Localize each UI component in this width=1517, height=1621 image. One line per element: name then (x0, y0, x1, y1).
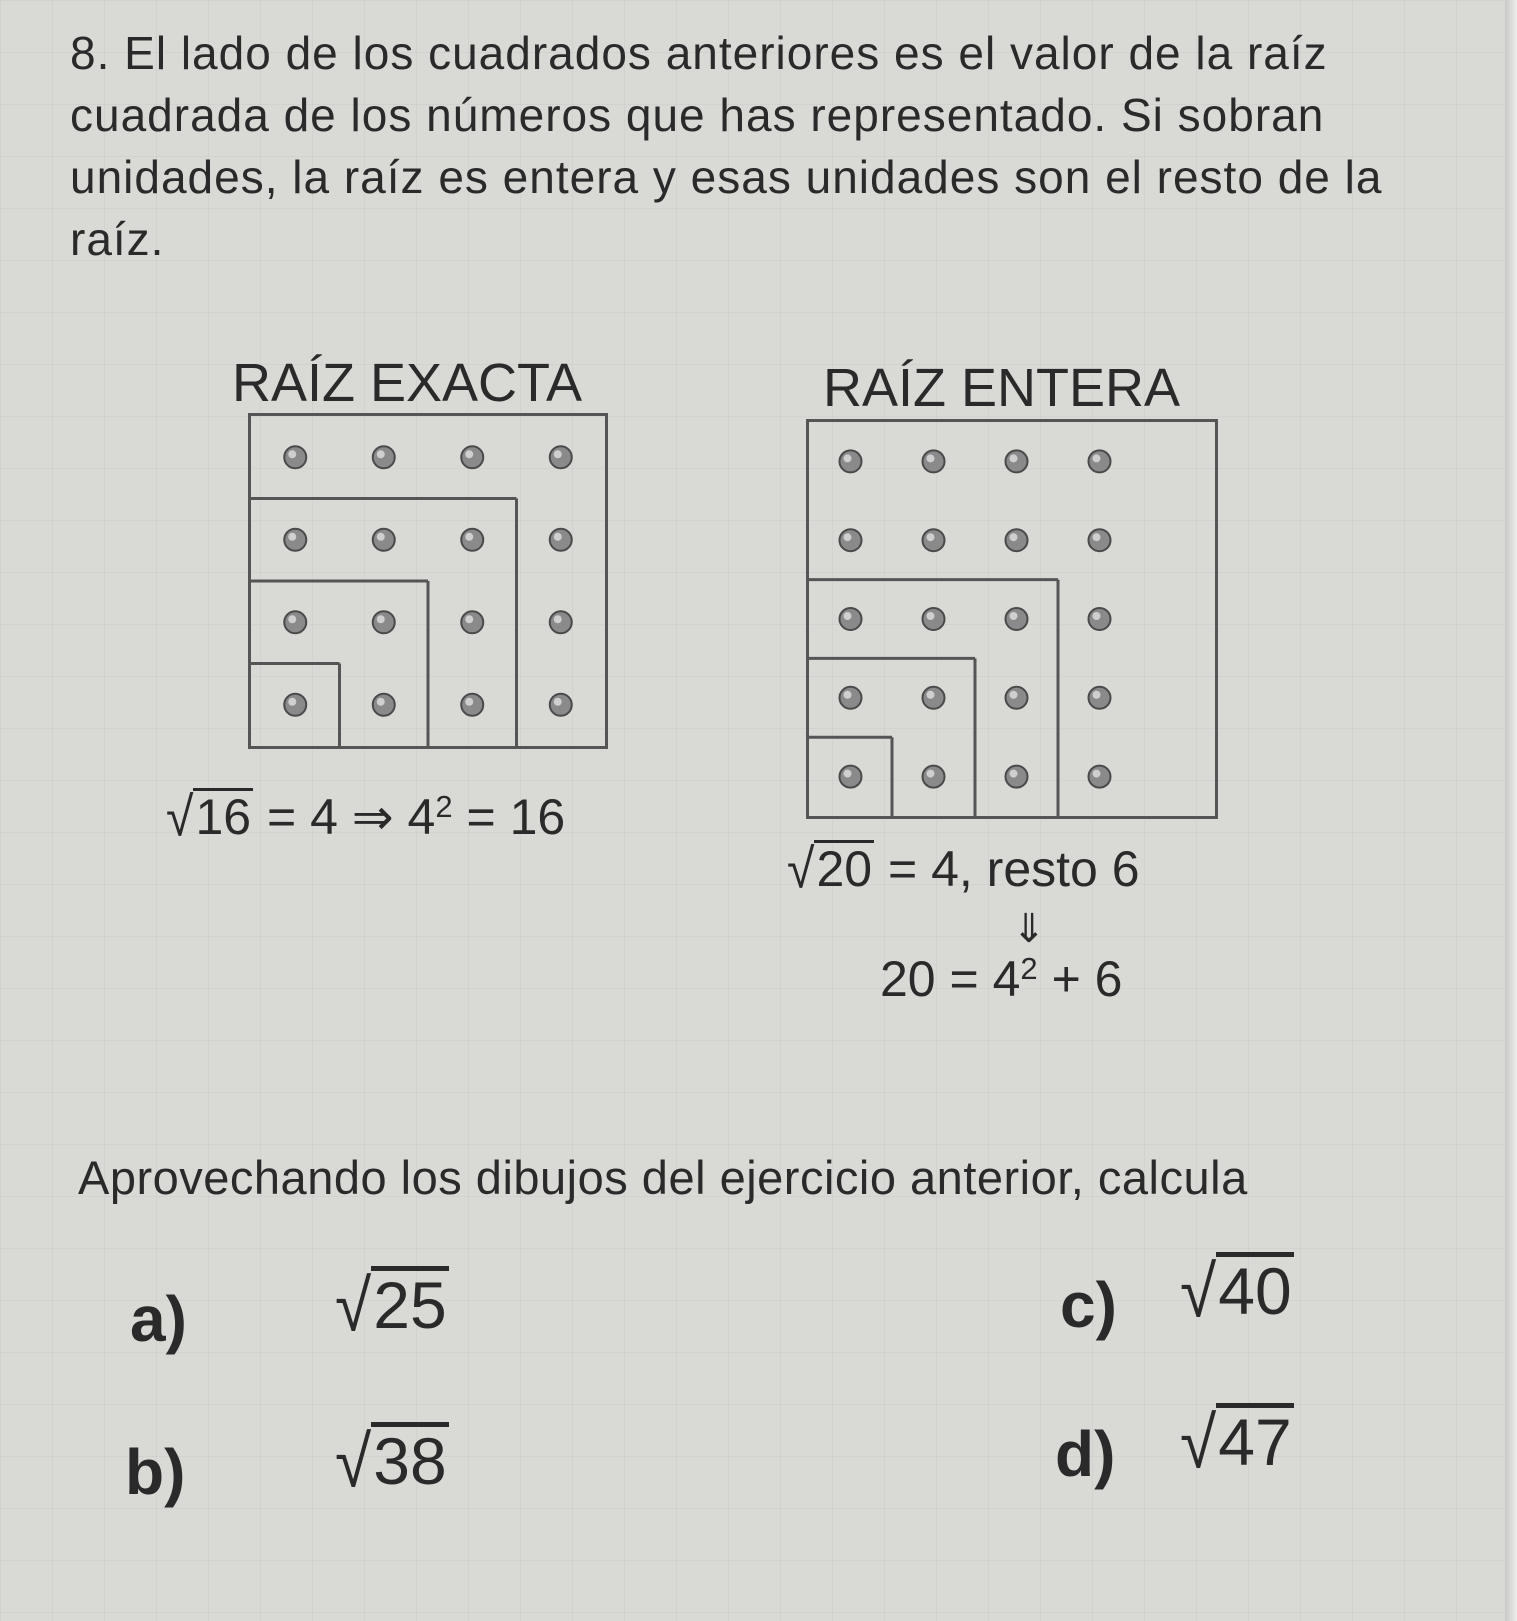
dot (461, 446, 483, 468)
dot-highlight (927, 533, 935, 541)
dot-highlight (465, 450, 473, 458)
dot-highlight (1093, 691, 1101, 699)
dot-highlight (554, 698, 562, 706)
dot (923, 608, 945, 630)
dot (1089, 766, 1111, 788)
formula-rest: = 4, resto 6 (887, 841, 1140, 897)
page-edge (1505, 0, 1517, 1621)
heading-raiz-exacta: RAÍZ EXACTA (232, 353, 583, 413)
dot (1089, 608, 1111, 630)
exercise-label-d: d) (1055, 1418, 1116, 1490)
dot-highlight (288, 533, 296, 541)
dot-highlight (377, 533, 385, 541)
dot-highlight (377, 698, 385, 706)
dot (923, 529, 945, 551)
dot (550, 446, 572, 468)
dot (550, 529, 572, 551)
sqrt-icon: √ (1180, 1401, 1217, 1483)
dot (284, 611, 306, 633)
sqrt-icon: √ (787, 838, 815, 900)
dot-highlight (377, 615, 385, 623)
dot (461, 611, 483, 633)
dot (1089, 529, 1111, 551)
dot-grid-exacta (248, 413, 608, 749)
dot-highlight (927, 454, 935, 462)
sqrt-icon: √ (335, 1264, 372, 1346)
exponent: 2 (1020, 950, 1038, 986)
dot (284, 529, 306, 551)
dot-highlight (844, 770, 852, 778)
dot (1006, 687, 1028, 709)
heading-raiz-entera: RAÍZ ENTERA (823, 358, 1181, 418)
intro-paragraph: 8. El lado de los cuadrados anteriores es el valor de la raíz cuadrada de los números que has representado. Si sobran unidades, la raíz es entera y esas unidades son el resto de la raíz. (70, 27, 1383, 265)
exercise-value-b (335, 1420, 449, 1502)
dot (923, 450, 945, 472)
radicand: 38 (373, 1424, 447, 1498)
dot-highlight (844, 533, 852, 541)
exercise-value-a (335, 1264, 449, 1346)
dot-highlight (1010, 612, 1018, 620)
exercise-label-a: a) (130, 1283, 187, 1355)
dot-highlight (1093, 533, 1101, 541)
dot (1006, 450, 1028, 472)
dot (1006, 608, 1028, 630)
dot (373, 694, 395, 716)
dot-highlight (288, 698, 296, 706)
dot-highlight (1093, 454, 1101, 462)
dot (923, 766, 945, 788)
dot-highlight (1010, 454, 1018, 462)
dot-highlight (844, 691, 852, 699)
dot (461, 529, 483, 551)
dot-highlight (288, 450, 296, 458)
formula-expansion (880, 950, 1122, 1008)
dot-highlight (1010, 770, 1018, 778)
exercise-label-b: b) (125, 1436, 186, 1508)
dot (461, 694, 483, 716)
dot (923, 687, 945, 709)
dot (550, 611, 572, 633)
formula-rest: = 4 ⇒ 4 (266, 789, 436, 845)
dot-highlight (1093, 770, 1101, 778)
dot-highlight (844, 612, 852, 620)
dot-highlight (465, 615, 473, 623)
exercise-label-c: c) (1060, 1269, 1117, 1341)
dot (840, 608, 862, 630)
dot-highlight (844, 454, 852, 462)
dot (373, 446, 395, 468)
dot-highlight (927, 770, 935, 778)
expansion-tail: + 6 (1051, 951, 1123, 1007)
formula-entera (787, 840, 1140, 898)
dot-highlight (927, 691, 935, 699)
expansion-lhs: 20 = 4 (880, 951, 1021, 1007)
sqrt-icon: √ (1180, 1250, 1217, 1332)
dot-highlight (1093, 612, 1101, 620)
dot-highlight (554, 615, 562, 623)
dot (840, 687, 862, 709)
dot (1089, 450, 1111, 472)
dot-grid-drawing (251, 416, 605, 746)
radicand: 20 (816, 841, 873, 897)
radicand: 40 (1218, 1254, 1292, 1328)
dot-highlight (288, 615, 296, 623)
dot (1006, 529, 1028, 551)
dot-highlight (554, 450, 562, 458)
dot (284, 446, 306, 468)
radicand: 16 (195, 789, 252, 845)
dot-highlight (1010, 691, 1018, 699)
formula-tail: = 16 (466, 789, 566, 845)
formula-exacta (166, 788, 565, 846)
dot (373, 529, 395, 551)
exercise-value-d (1180, 1401, 1294, 1483)
dot-highlight (554, 533, 562, 541)
dot-highlight (465, 533, 473, 541)
dot (1006, 766, 1028, 788)
double-down-arrow-icon: ⇓ (1012, 907, 1046, 951)
dot (840, 529, 862, 551)
exponent: 2 (435, 788, 453, 824)
dot-grid-entera (806, 419, 1218, 819)
exercise-value-c (1180, 1250, 1294, 1332)
dot (550, 694, 572, 716)
dot (840, 766, 862, 788)
dot-grid-drawing (809, 422, 1215, 816)
radicand: 25 (373, 1268, 447, 1342)
dot-highlight (377, 450, 385, 458)
dot (840, 450, 862, 472)
dot (284, 694, 306, 716)
dot (373, 611, 395, 633)
instruction-text: Aprovechando los dibujos del ejercicio anterior, calcula (78, 1151, 1248, 1204)
radicand: 47 (1218, 1405, 1292, 1479)
sqrt-icon: √ (335, 1420, 372, 1502)
dot-highlight (465, 698, 473, 706)
dot-highlight (1010, 533, 1018, 541)
dot (1089, 687, 1111, 709)
sqrt-icon: √ (166, 786, 194, 848)
dot-highlight (927, 612, 935, 620)
